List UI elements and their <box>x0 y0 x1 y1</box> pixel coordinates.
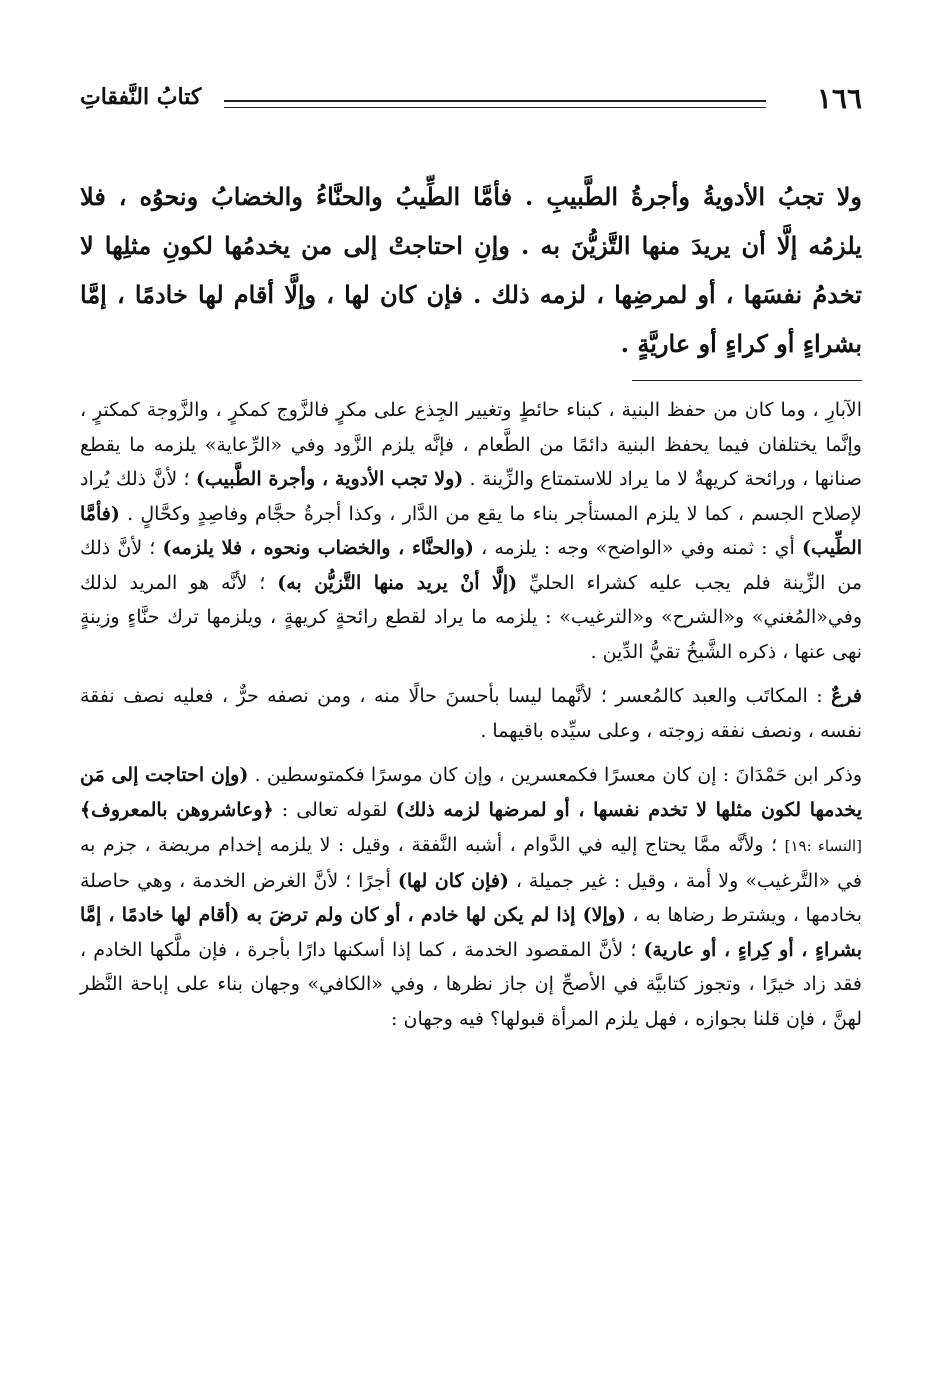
quoted-matn: (فإن كان لها) <box>397 869 509 892</box>
commentary-text: ؛ لأنَّ المقصود الخدمة ، كما إذا أسكنها دارًا بأجرة ، فإن ملَّكها الخادم ، فقد زاد خيرًا ، وتجوز كتابيَّة في الأصحِّ إن جاز نظرها ، وفي «الكافي» وجهان بناء على إباحة النَّظر لهنَّ ، فإن قلنا بجوازه ، فهل يلزم المرأة قبولها؟ فيه وجهان : <box>80 938 862 1030</box>
main-text-paragraph: ولا تجبُ الأدويةُ وأجرةُ الطَّبيبِ . فأمَّا الطِّيبُ والحنَّاءُ والخضابُ ونحوُه ، فلا يلزمُه إلَّا أن يريدَ منها التَّزيُّنَ به . وإنِ احتاجتْ إلى من يخدمُها لكونِ مثلِها لا تخدمُ نفسَها ، أو لمرضِها ، لزمه ذلك . فإن كان لها ، وإلَّا أقام لها خادمًا ، إمَّا بشراءٍ أو كراءٍ أو عاريَّةٍ . <box>80 182 862 358</box>
text-separator <box>632 380 862 381</box>
verse-reference: [النساء :١٩] <box>784 837 862 855</box>
quran-verse: ﴿وعاشروهن بالمعروف﴾ <box>80 798 274 821</box>
commentary-text: الآبارِ ، وما كان من حفظ البنية ، كبناء حائطٍ وتغيير الجِذع على مكرٍ فالزَّوج كمكرٍ ، والزَّوجة كمكترٍ ، وإنَّما يختلفان فيما يحفظ البنية دائمًا من الطَّعام ، فإنَّه يلزم الزَّود وفي «الرِّعاية» يلزمه ما يقطع صنانها ، ورائحة كريهةٌ لا ما يراد للاستمتاع والزِّينة . <box>80 399 863 490</box>
header-rule <box>224 100 766 108</box>
commentary-text: : المكاتَب والعبد كالمُعسر ؛ لأنَّهما ليسا بأحسنَ حالًا منه ، ومن نصفه حرٌّ ، فعليه نصف نفقة نفسه ، ونصف نفقه زوجته ، وعلى سيِّده باقيهما . <box>80 685 862 742</box>
quoted-matn: (والحنَّاء ، والخضاب ونحوه ، فلا يلزمه) <box>162 537 474 559</box>
page-number: ١٦٦ <box>816 82 862 115</box>
quoted-matn: (إلَّا أنْ يريد منها التَّزيُّن به) <box>277 571 518 594</box>
commentary <box>80 393 862 1036</box>
commentary-paragraph <box>80 758 862 1036</box>
commentary-paragraph <box>80 393 862 669</box>
running-header <box>80 0 862 150</box>
quoted-matn: (وإن احتاجت إلى مَن يخدمها لكون مثلها لا تخدم نفسها ، أو لمرضها لزمه ذلك) <box>80 764 862 821</box>
commentary-paragraph <box>80 679 862 748</box>
commentary-text: وذكر ابن حَمْدَانَ : إن كان معسرًا فكمعسرين ، وإن كان موسرًا فكمتوسطين . <box>248 764 862 786</box>
quoted-matn: (وإلا) إذا لم يكن لها خادم ، أو كان ولم ترضَ به (أقام لها خادمًا ، إمَّا بشراءٍ ، أو كِراءٍ ، أو عارية) <box>80 904 862 961</box>
commentary-text: ؛ لأنَّ ذلك يُراد لإصلاح الجسم ، كما لا يلزم المستأجر بناء ما يقع من الدَّار ، وكذا أجرةُ حجَّام وفاصِدٍ وكحَّالٍ . <box>80 468 862 525</box>
commentary-text: أجرًا ؛ لأنَّ الغرض الخدمة ، وهي حاصلة بخادمها ، ويشترط رضاها به ، <box>80 869 862 926</box>
commentary-text: ؛ لأنَّه هو المريد لذلك وفي«المُغني» و«الشرح» و«الترغيب» : يلزمه ما يراد لقطع رائحةٍ كريهةٍ ، ويلزمها ترك حنَّاءٍ وزينةٍ نهى عنها ، ذكره الشَّيخُ تقيُّ الدِّين . <box>80 571 862 663</box>
quoted-matn: (فأمَّا الطِّيب) <box>80 502 862 559</box>
section-lead-word: فرعٌ <box>831 685 862 707</box>
commentary-text: ؛ لأنَّ ذلك من الزِّينة فلم يجب عليه كشراء الحليِّ <box>80 537 862 594</box>
quoted-matn: (ولا تجب الأدوية ، وأجرة الطَّبيب) <box>195 468 464 490</box>
main-text <box>80 172 862 368</box>
commentary-text: أي : ثمنه وفي «الواضح» وجه : يلزمه ، <box>473 537 802 559</box>
book-title: كتابُ النَّفقاتِ <box>80 84 202 110</box>
commentary-text: لقوله تعالى : <box>273 798 396 821</box>
commentary-text: ؛ ولأنَّه ممَّا يحتاج إليه في الدَّوام ، أشبه النَّفقة ، وقيل : لا يلزمه إخدام مريضة ، جزم به في «التَّرغيب» ولا أمة ، وقيل : غير جميلة ، <box>80 834 862 892</box>
